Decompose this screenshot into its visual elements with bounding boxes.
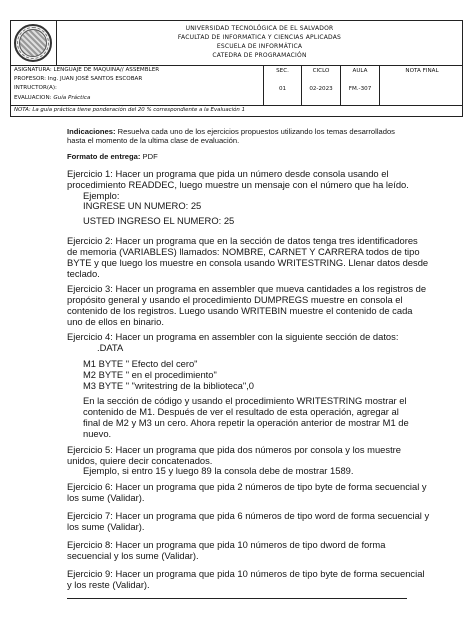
exercise-line: final de M2 y M3 un cero. Ahora repetir la operación anterior de mostrar M1 de <box>83 417 409 428</box>
exercise-line: y los reste (Validar). <box>67 579 150 590</box>
institution-block <box>57 24 462 60</box>
formato-line <box>67 152 158 161</box>
exercise-line: M1 BYTE " Efecto del cero" <box>83 358 198 369</box>
evaluacion-value: Guía Práctica <box>53 95 91 101</box>
header-nota-row <box>11 106 462 117</box>
exercise-line: los sume (Validar). <box>67 492 145 503</box>
profesor-value: Ing. JUAN JOSÉ SANTOS ESCOBAR <box>47 76 143 82</box>
instructor-line <box>14 85 57 91</box>
exercise-line: procedimiento READDEC, luego muestre un mensaje con el número que ha leído. <box>67 179 409 190</box>
exercise-line: .DATA <box>97 342 124 353</box>
exercise-line: M2 BYTE " en el procedimiento" <box>83 369 217 380</box>
profesor-label: PROFESOR: <box>14 76 46 82</box>
sec-cell <box>264 66 302 106</box>
exercise-line: los sume (Validar). <box>67 521 145 532</box>
indicaciones-text: Resuelva cada uno de los ejercicios propuestos utilizando los temas desarrollados <box>117 127 395 136</box>
exercise-line: secuencial y los sume (Validar). <box>67 550 199 561</box>
institution-line: UNIVERSIDAD TECNOLÓGICA DE EL SALVADOR <box>185 25 334 32</box>
sec-label: SEC. <box>276 68 289 74</box>
evaluacion-label: EVALUACION: <box>14 95 52 101</box>
institution-line: ESCUELA DE INFORMÁTICA <box>216 43 303 50</box>
formato-value: PDF <box>142 152 158 161</box>
exercise-line: nuevo. <box>83 428 112 439</box>
aula-value: FM.-307 <box>348 86 372 92</box>
ciclo-cell <box>302 66 341 106</box>
sec-value: 01 <box>278 86 287 92</box>
formato-label: Formato de entrega: <box>67 152 141 161</box>
indicaciones-text: hasta el momento de la ultima clase de evaluación. <box>67 136 240 145</box>
nota-text: NOTA: La guía práctica tiene ponderación del 20 % correspondiente a la Evaluación 1 <box>14 107 245 113</box>
asignatura-line <box>14 67 159 73</box>
exercise-line: Ejercicio 9: Hacer un programa que pida 10 números de tipo byte de forma secuencial <box>67 568 425 579</box>
page-bottom-rule <box>67 598 407 599</box>
exercise-line: Ejercicio 1: Hacer un programa que pida un número desde consola usando el <box>67 168 389 179</box>
ciclo-value: 02-2023 <box>309 86 333 92</box>
header-info-row <box>11 66 462 106</box>
institution-line: CATEDRA DE PROGRAMACIÓN <box>212 52 307 59</box>
exercise-line: Ejercicio 6: Hacer un programa que pida 2 números de tipo byte de forma secuencial y <box>67 481 427 492</box>
exercise-line: Ejercicio 8: Hacer un programa que pida 10 números de tipo dword de forma <box>67 539 386 550</box>
exercise-line: INGRESE UN NUMERO: 25 <box>83 200 202 211</box>
header-table <box>10 20 463 117</box>
exercise-line: En la sección de código y usando el procedimiento WRITESTRING mostrar el <box>83 395 407 406</box>
exercise-line: de memoria (VARIABLES) llamados: NOMBRE, CARNET Y CARRERA todos de tipo <box>67 246 420 257</box>
asignatura-value: LENGUAJE DE MAQUINA// ASSEMBLER <box>53 67 160 73</box>
exercise-line: Ejercicio 5: Hacer un programa que pida dos números por consola y los muestre <box>67 444 402 455</box>
exercise-line: Ejercicio 4: Hacer un programa en assembler con la siguiente sección de datos: <box>67 331 399 342</box>
indicaciones-label: Indicaciones: <box>67 127 116 136</box>
evaluacion-line <box>14 95 90 101</box>
aula-cell <box>341 66 380 106</box>
header-institution-row <box>11 21 462 66</box>
exercise-line: M3 BYTE " "writestring de la biblioteca",0 <box>83 380 254 391</box>
exercise-line: propósito general y usando el procedimiento DUMPREGS muestre en consola el <box>67 294 403 305</box>
exercise-line: BYTE y que luego los muestre en consola usando WRITESTRING. Llenar datos desde <box>67 257 429 268</box>
exercise-line: unidos, quiere decir concatenados. <box>67 455 213 466</box>
exercise-line: USTED INGRESO EL NUMERO: 25 <box>83 215 235 226</box>
course-info <box>11 66 264 106</box>
exercise-line: Ejercicio 3: Hacer un programa en assembler que mueva cantidades a los registros de <box>67 283 427 294</box>
asignatura-label: ASIGNATURA: <box>14 67 52 73</box>
exercise-line: contenido de M1. Después de ver el resultado de esta operación, agregar al <box>83 406 399 417</box>
nota-final-label: NOTA FINAL <box>405 68 439 74</box>
institution-line: FACULTAD DE INFORMATICA Y CIENCIAS APLICADAS <box>177 34 342 41</box>
university-seal-icon <box>14 24 52 62</box>
exercise-line: contenido de los registros. Luego usando WRITEBIN muestre el contenido de cada <box>67 305 413 316</box>
aula-label: AULA <box>352 68 368 74</box>
nota-final-cell <box>380 66 464 106</box>
exercise-line: uno de ellos en binario. <box>67 316 164 327</box>
exercise-line: Ejercicio 7: Hacer un programa que pida 6 números de tipo word de forma secuencial y <box>67 510 430 521</box>
exercise-line: Ejemplo: <box>83 190 120 201</box>
profesor-line <box>14 76 142 82</box>
exercise-line: teclado. <box>67 268 100 279</box>
ciclo-label: CICLO <box>312 68 330 74</box>
instructor-label: INTRUCTOR(A): <box>14 85 57 91</box>
exercise-line: Ejemplo, si entro 15 y luego 89 la consola debe de mostrar 1589. <box>83 465 354 476</box>
indicaciones-line <box>67 127 395 136</box>
exercise-line: Ejercicio 2: Hacer un programa que en la sección de datos tenga tres identificadores <box>67 235 418 246</box>
